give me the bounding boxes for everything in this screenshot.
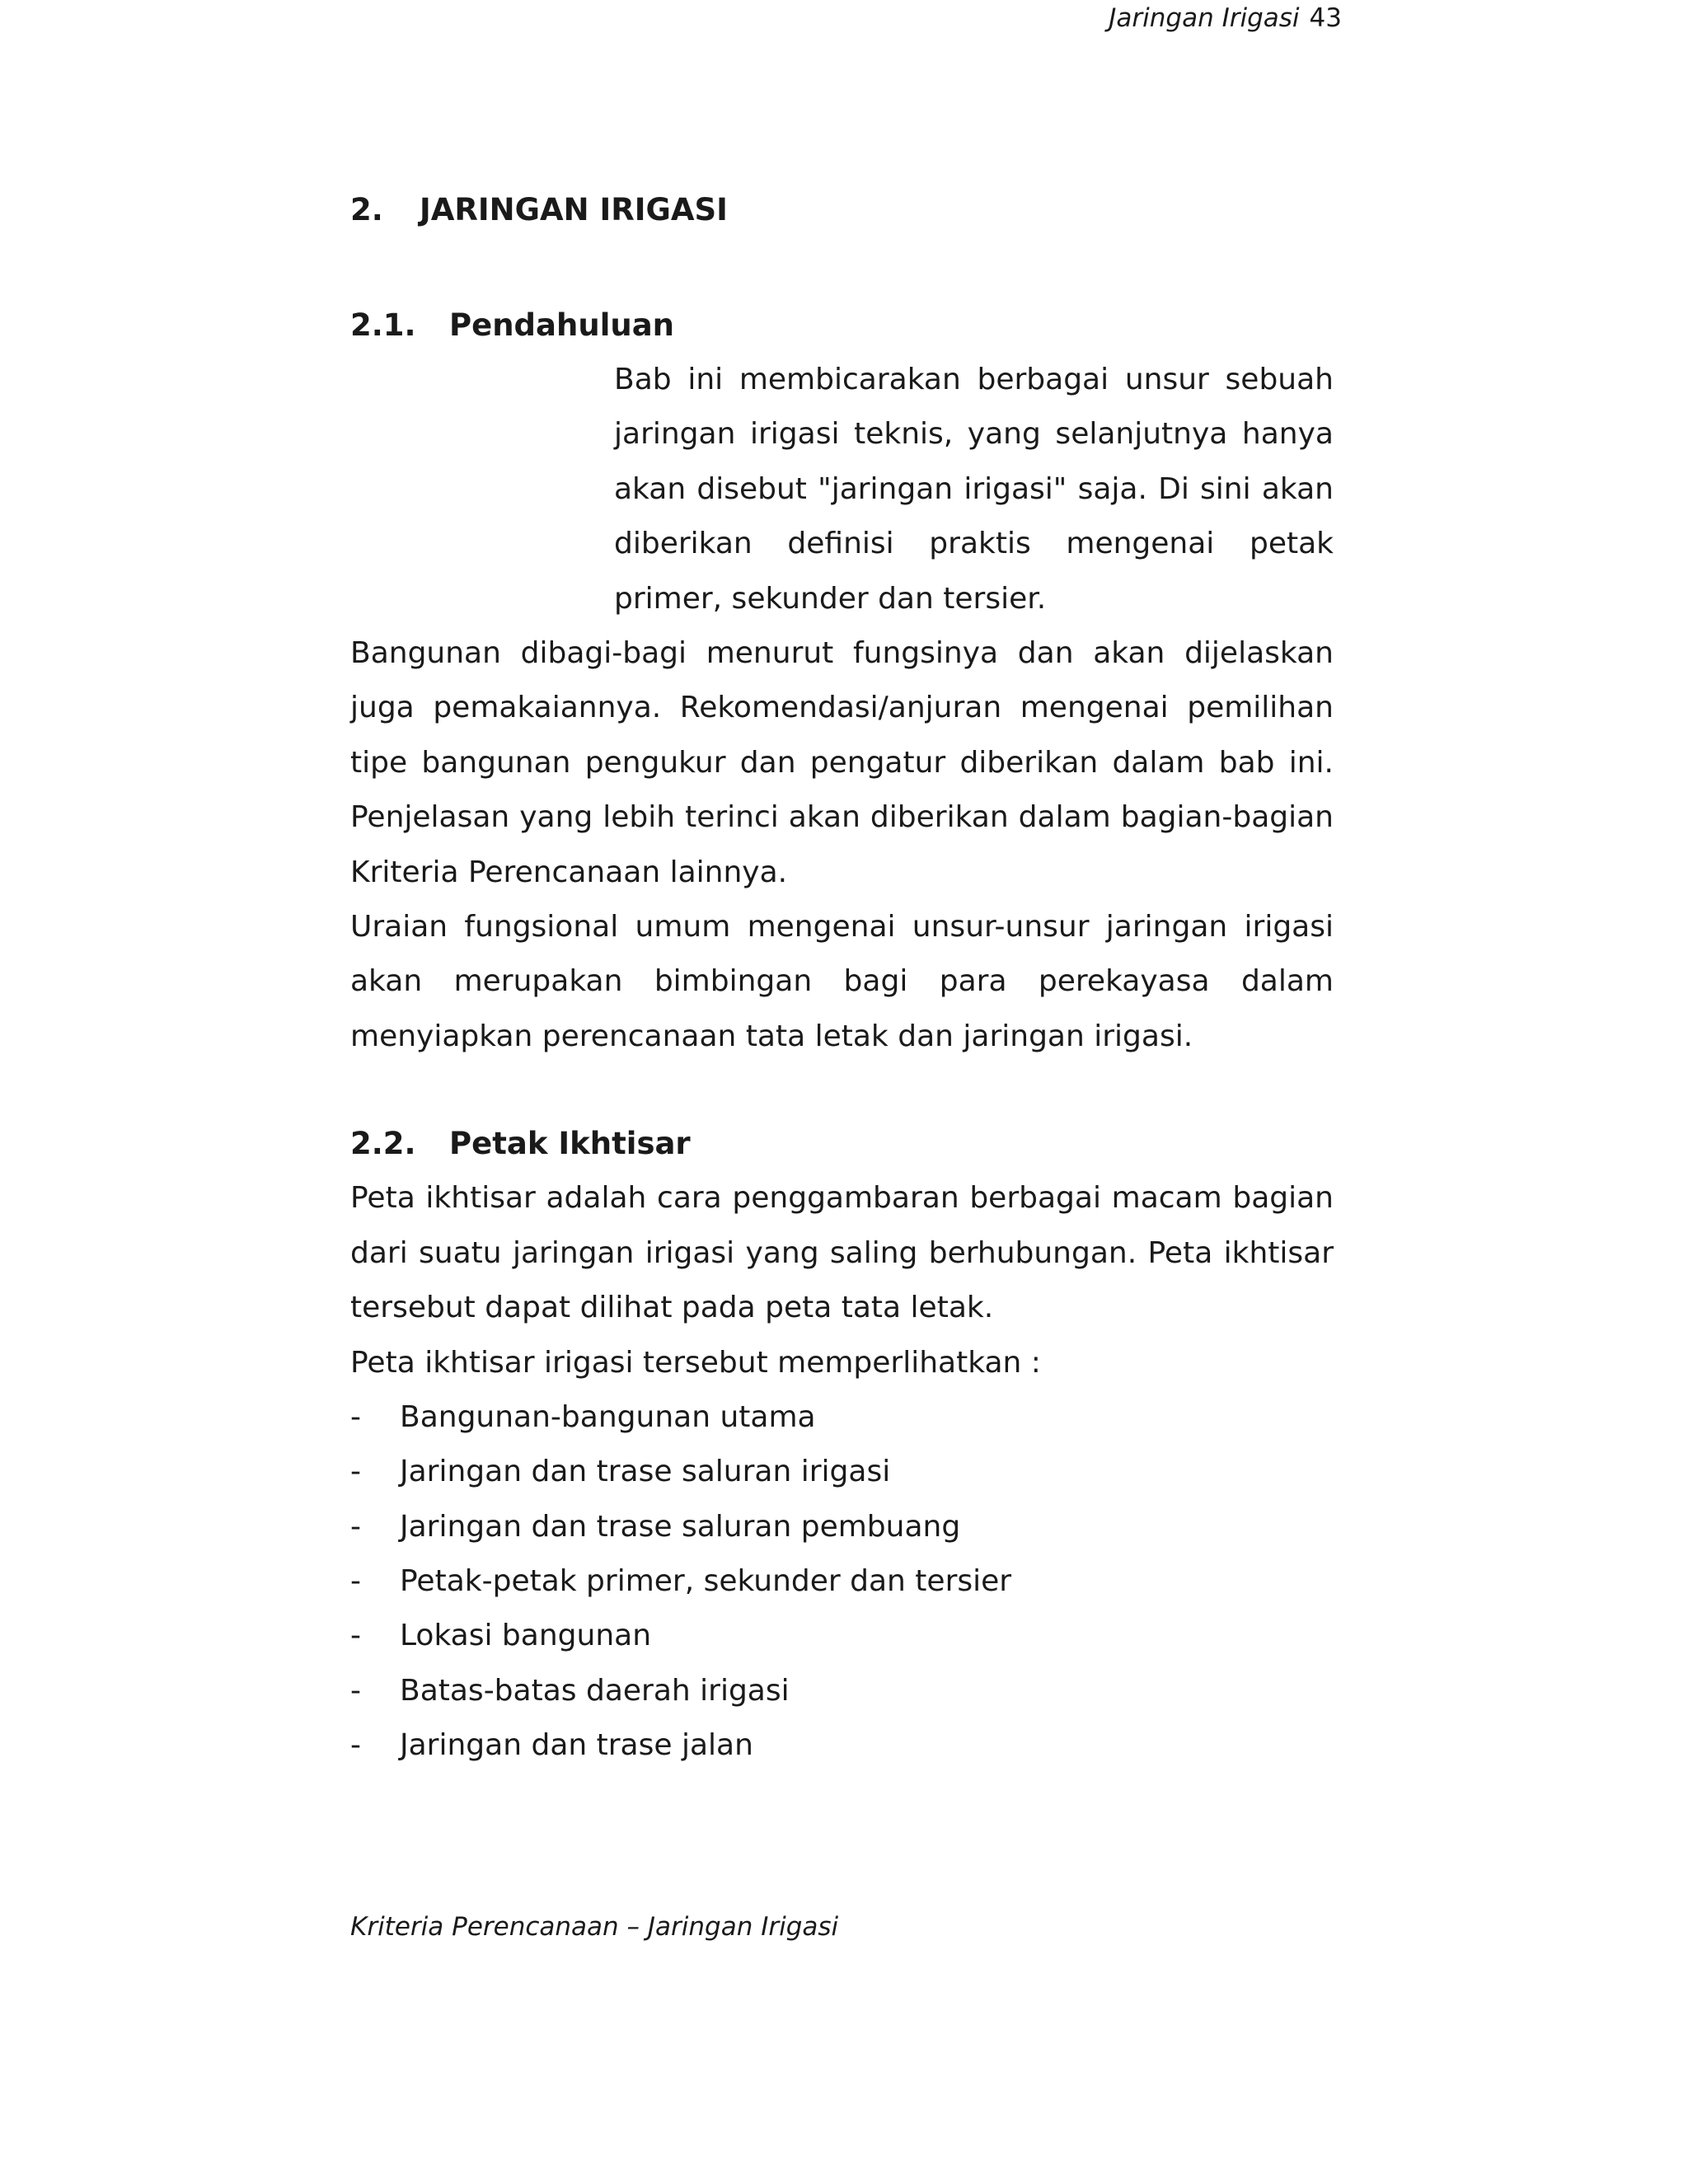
bullet-dash: - bbox=[350, 1564, 361, 1599]
list-item bbox=[350, 1445, 1334, 1499]
list-item bbox=[350, 1664, 1334, 1718]
chapter-number: 2. bbox=[350, 192, 383, 227]
list-item bbox=[350, 1718, 1334, 1773]
section-number: 2.1. bbox=[350, 307, 416, 343]
header-title: Jaringan Irigasi bbox=[1109, 3, 1300, 33]
list-item-text: Jaringan dan trase saluran pembuang bbox=[400, 1509, 961, 1544]
section-title: Pendahuluan bbox=[449, 307, 675, 343]
list-item bbox=[350, 1554, 1334, 1609]
list-item-text: Jaringan dan trase saluran irigasi bbox=[400, 1455, 891, 1489]
document-body bbox=[350, 190, 1334, 1774]
paragraph: Peta ikhtisar adalah cara penggambaran berbagai macam bagian dari suatu jaringan irigasi yang saling berhubungan. Peta ikhtisar tersebut dapat dilihat pada peta tata letak. bbox=[350, 1181, 1334, 1325]
list-item bbox=[350, 1500, 1334, 1554]
list-item-text: Jaringan dan trase jalan bbox=[400, 1728, 753, 1763]
spacer bbox=[350, 231, 1334, 298]
list-item-text: Petak-petak primer, sekunder dan tersier bbox=[400, 1564, 1012, 1599]
bullet-dash: - bbox=[350, 1619, 361, 1653]
list-item-text: Lokasi bangunan bbox=[400, 1619, 652, 1653]
chapter-heading bbox=[350, 190, 1334, 231]
page-footer: Kriteria Perencanaan – Jaringan Irigasi bbox=[350, 1912, 839, 1942]
page-number: 43 bbox=[1309, 3, 1342, 33]
section-title: Petak Ikhtisar bbox=[449, 1126, 691, 1162]
spacer bbox=[350, 1064, 1334, 1117]
list-item-text: Bangunan-bangunan utama bbox=[400, 1399, 816, 1434]
bullet-dash: - bbox=[350, 1728, 361, 1763]
list-item bbox=[350, 1390, 1334, 1445]
bullet-dash: - bbox=[350, 1509, 361, 1544]
page-header bbox=[1109, 2, 1342, 35]
bullet-dash: - bbox=[350, 1673, 361, 1708]
section-heading-2-2 bbox=[350, 1117, 1334, 1171]
bullet-dash: - bbox=[350, 1399, 361, 1434]
list-item bbox=[350, 1609, 1334, 1663]
chapter-title: JARINGAN IRIGASI bbox=[420, 192, 728, 227]
section-number: 2.2. bbox=[350, 1126, 416, 1162]
intro-paragraph: Bab ini membicarakan berbagai unsur sebuah jaringan irigasi teknis, yang selanjutnya hanya akan disebut "jaringan irigasi" saja. Di sini akan diberikan definisi praktis mengenai petak primer, sekunder dan tersier. bbox=[614, 363, 1334, 616]
bullet-dash: - bbox=[350, 1455, 361, 1489]
list-intro: Peta ikhtisar irigasi tersebut memperlihatkan : bbox=[350, 1345, 1041, 1380]
paragraph: Bangunan dibagi-bagi menurut fungsinya dan akan dijelaskan juga pemakaiannya. Rekomendasi/anjuran mengenai pemilihan tipe bangunan pengukur dan pengatur diberikan dalam bab ini. Penjelasan yang lebih terinci akan diberikan dalam bagian-bagian Kriteria Perencanaan lainnya. bbox=[350, 636, 1334, 889]
paragraph: Uraian fungsional umum mengenai unsur-unsur jaringan irigasi akan merupakan bimbingan bagi para perekayasa dalam menyiapkan perencanaan tata letak dan jaringan irigasi. bbox=[350, 910, 1334, 1053]
list-item-text: Batas-batas daerah irigasi bbox=[400, 1673, 790, 1708]
feature-list bbox=[350, 1390, 1334, 1774]
section-heading-2-1 bbox=[350, 298, 1334, 353]
